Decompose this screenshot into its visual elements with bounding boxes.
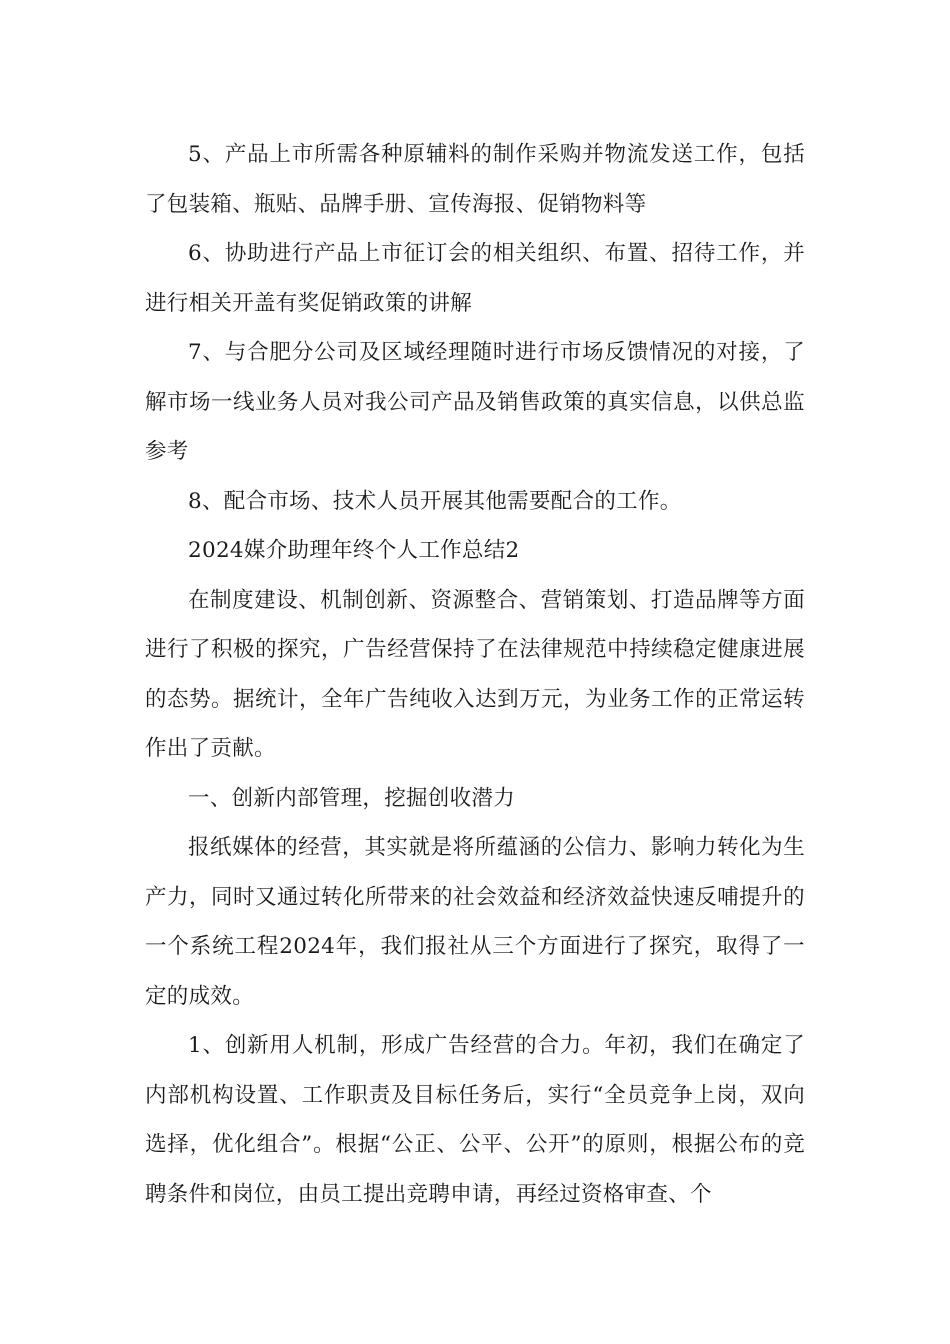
paragraph-item-5: 5、产品上市所需各种原辅料的制作采购并物流发送工作，包括了包装箱、瓶贴、品牌手册、宣传海报、促销物料等 [145,142,805,217]
numbered-paragraph-1: 1、创新用人机制，形成广告经营的合力。年初，我们在确定了内部机构设置、工作职责及目标任务后，实行“全员竞争上岗，双向选择，优化组合”。根据“公正、公平、公开”的原则，根据公布的竞聘条件和岗位，由员工提出竞聘申请，再经过资格审查、个 [145,1033,805,1207]
intro-paragraph: 在制度建设、机制创新、资源整合、营销策划、打造品牌等方面进行了积极的探究，广告经营保持了在法律规范中持续稳定健康进展的态势。据统计，全年广告纯收入达到万元，为业务工作的正常运转作出了贡献。 [145,587,805,761]
paragraph-item-6: 6、协助进行产品上市征订会的相关组织、布置、招待工作，并进行相关开盖有奖促销政策的讲解 [145,241,805,316]
document-body [145,130,805,1219]
body-paragraph: 报纸媒体的经营，其实就是将所蕴涵的公信力、影响力转化为生产力，同时又通过转化所带来的社会效益和经济效益快速反哺提升的一个系统工程2024年，我们报社从三个方面进行了探究，取得了一定的成效。 [145,835,805,1009]
paragraph-item-8: 8、配合市场、技术人员开展其他需要配合的工作。 [188,488,682,514]
subsection-heading: 一、创新内部管理，挖掘创收潜力 [188,785,516,811]
section-heading: 2024媒介助理年终个人工作总结2 [188,538,520,563]
paragraph-item-7: 7、与合肥分公司及区域经理随时进行市场反馈情况的对接，了解市场一线业务人员对我公司产品及销售政策的真实信息，以供总监参考 [145,340,805,464]
